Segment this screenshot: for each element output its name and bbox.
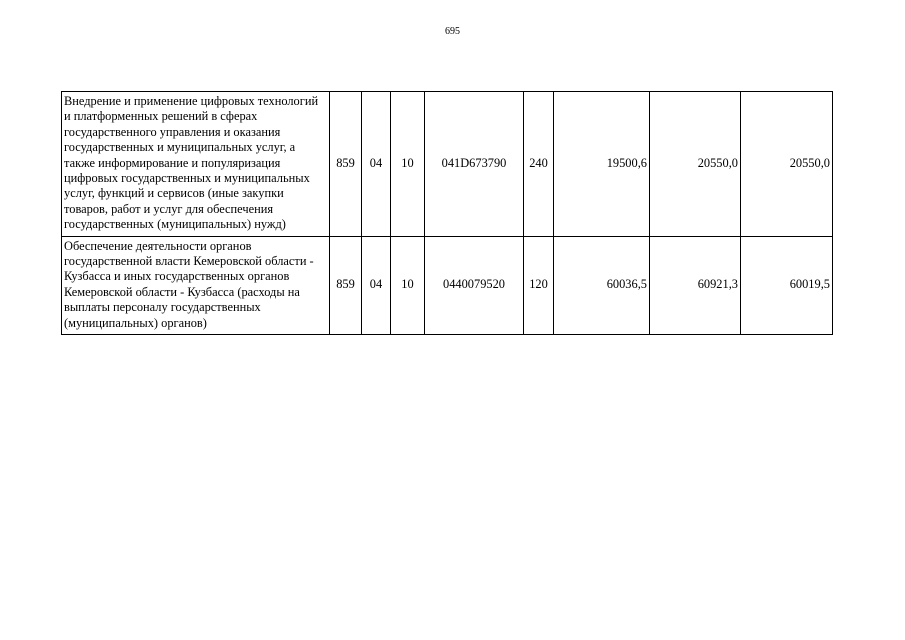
section-code: 04 [362,92,391,237]
amount-year-1: 60036,5 [554,236,650,334]
amount-year-3: 20550,0 [741,92,833,237]
row-description: Внедрение и применение цифровых технологий и платформенных решений в сферах государственного управления и оказания государственных и муниципальных услуг, а также информирование и популяризация цифровых государственных и муниципальных услуг, функций и сервисов (иные закупки товаров, работ и услуг для обеспечения государственных (муниципальных) нужд) [62,92,330,237]
amount-year-2: 60921,3 [650,236,741,334]
budget-table [61,91,833,335]
target-article-code: 0440079520 [425,236,524,334]
row-description: Обеспечение деятельности органов государственной власти Кемеровской области - Кузбасса и иных государственных органов Кемеровской области - Кузбасса (расходы на выплаты персоналу государственных (муниципальных) органов) [62,236,330,334]
amount-year-1: 19500,6 [554,92,650,237]
section-code: 04 [362,236,391,334]
ministry-code: 859 [330,236,362,334]
expense-type-code: 240 [524,92,554,237]
amount-year-3: 60019,5 [741,236,833,334]
page-number: 695 [445,26,460,37]
expense-type-code: 120 [524,236,554,334]
table-row [62,236,833,334]
subsection-code: 10 [391,236,425,334]
subsection-code: 10 [391,92,425,237]
ministry-code: 859 [330,92,362,237]
table-row [62,92,833,237]
target-article-code: 041D673790 [425,92,524,237]
amount-year-2: 20550,0 [650,92,741,237]
